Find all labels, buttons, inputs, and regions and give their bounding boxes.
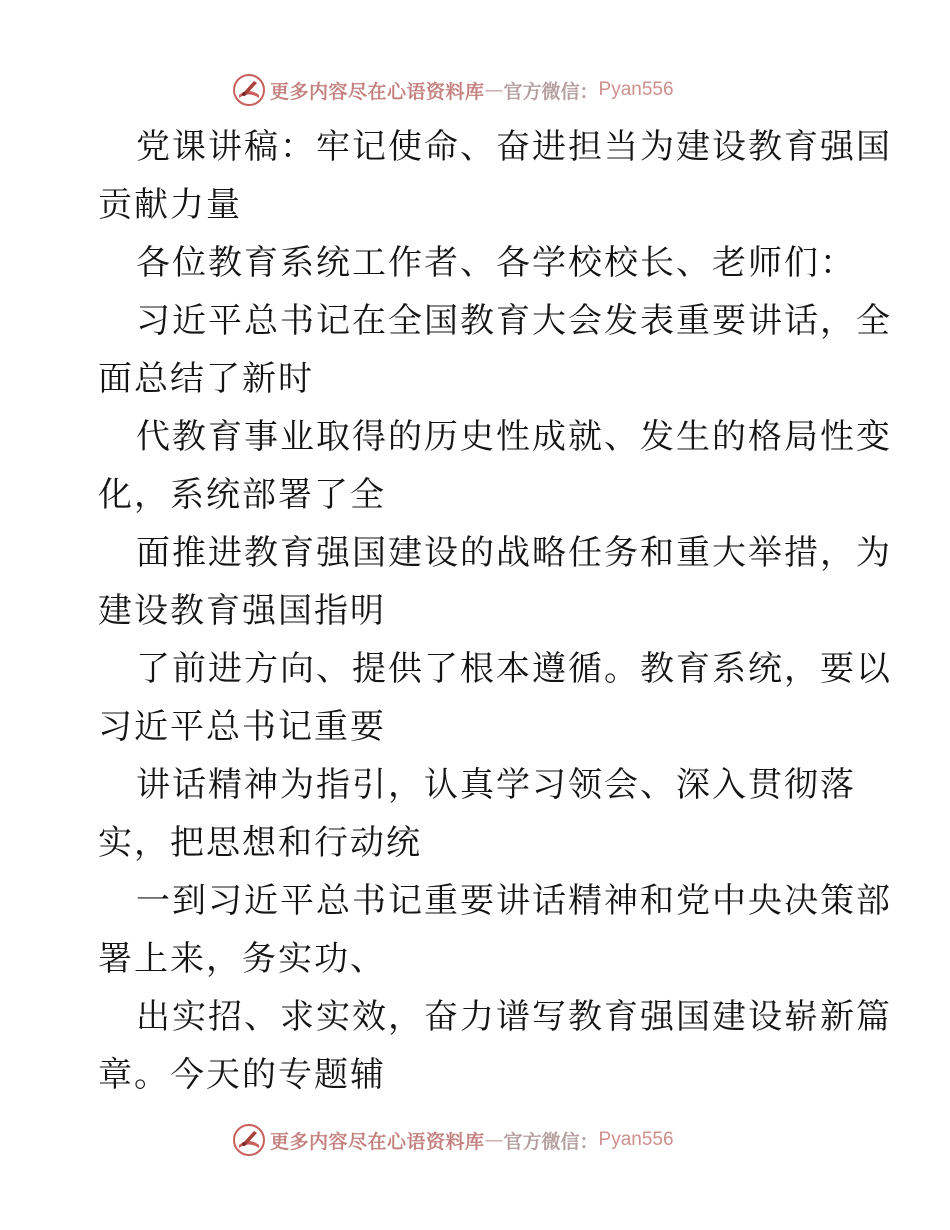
- paragraph-line: 习近平总书记重要: [98, 707, 386, 747]
- document-title-line-1: 党课讲稿：牢记使命、奋进担当为建设教育强国: [136, 127, 892, 167]
- watermark-wechat-label: 官方微信：: [503, 1130, 599, 1153]
- paragraph-line: 讲话精神为指引，认真学习领会、深入贯彻落: [136, 765, 856, 805]
- book-pen-logo-icon: [232, 1123, 266, 1157]
- book-pen-logo-icon: [232, 73, 266, 107]
- salutation: 各位教育系统工作者、各学校校长、老师们：: [136, 243, 856, 283]
- footer-watermark: [232, 1122, 674, 1158]
- watermark-wechat-id: Pyan556: [598, 1129, 674, 1150]
- paragraph-line: 化，系统部署了全: [98, 475, 386, 515]
- paragraph-line: 习近平总书记在全国教育大会发表重要讲话，全: [136, 301, 892, 341]
- watermark-dash: —: [484, 1129, 504, 1151]
- document-title-line-2: 贡献力量: [98, 185, 242, 225]
- paragraph-line: 出实招、求实效，奋力谱写教育强国建设崭新篇: [136, 997, 892, 1037]
- paragraph-line: 面总结了新时: [98, 359, 314, 399]
- paragraph-line: 章。今天的专题辅: [98, 1055, 386, 1095]
- paragraph-line: 代教育事业取得的历史性成就、发生的格局性变: [136, 417, 892, 457]
- watermark-main-text: 更多内容尽在心语资料库: [270, 1130, 485, 1153]
- paragraph-line: 了前进方向、提供了根本遵循。教育系统，要以: [136, 649, 892, 689]
- header-watermark: [232, 72, 674, 108]
- document-body: [98, 118, 892, 1104]
- watermark-main-text: 更多内容尽在心语资料库: [270, 80, 485, 103]
- paragraph-line: 署上来，务实功、: [98, 939, 386, 979]
- watermark-wechat-id: Pyan556: [598, 79, 674, 100]
- watermark-dash: —: [484, 79, 504, 101]
- paragraph-line: 建设教育强国指明: [98, 591, 386, 631]
- paragraph-line: 实，把思想和行动统: [98, 823, 422, 863]
- paragraph-line: 一到习近平总书记重要讲话精神和党中央决策部: [136, 881, 892, 921]
- paragraph-line: 面推进教育强国建设的战略任务和重大举措，为: [136, 533, 892, 573]
- watermark-wechat-label: 官方微信：: [503, 80, 599, 103]
